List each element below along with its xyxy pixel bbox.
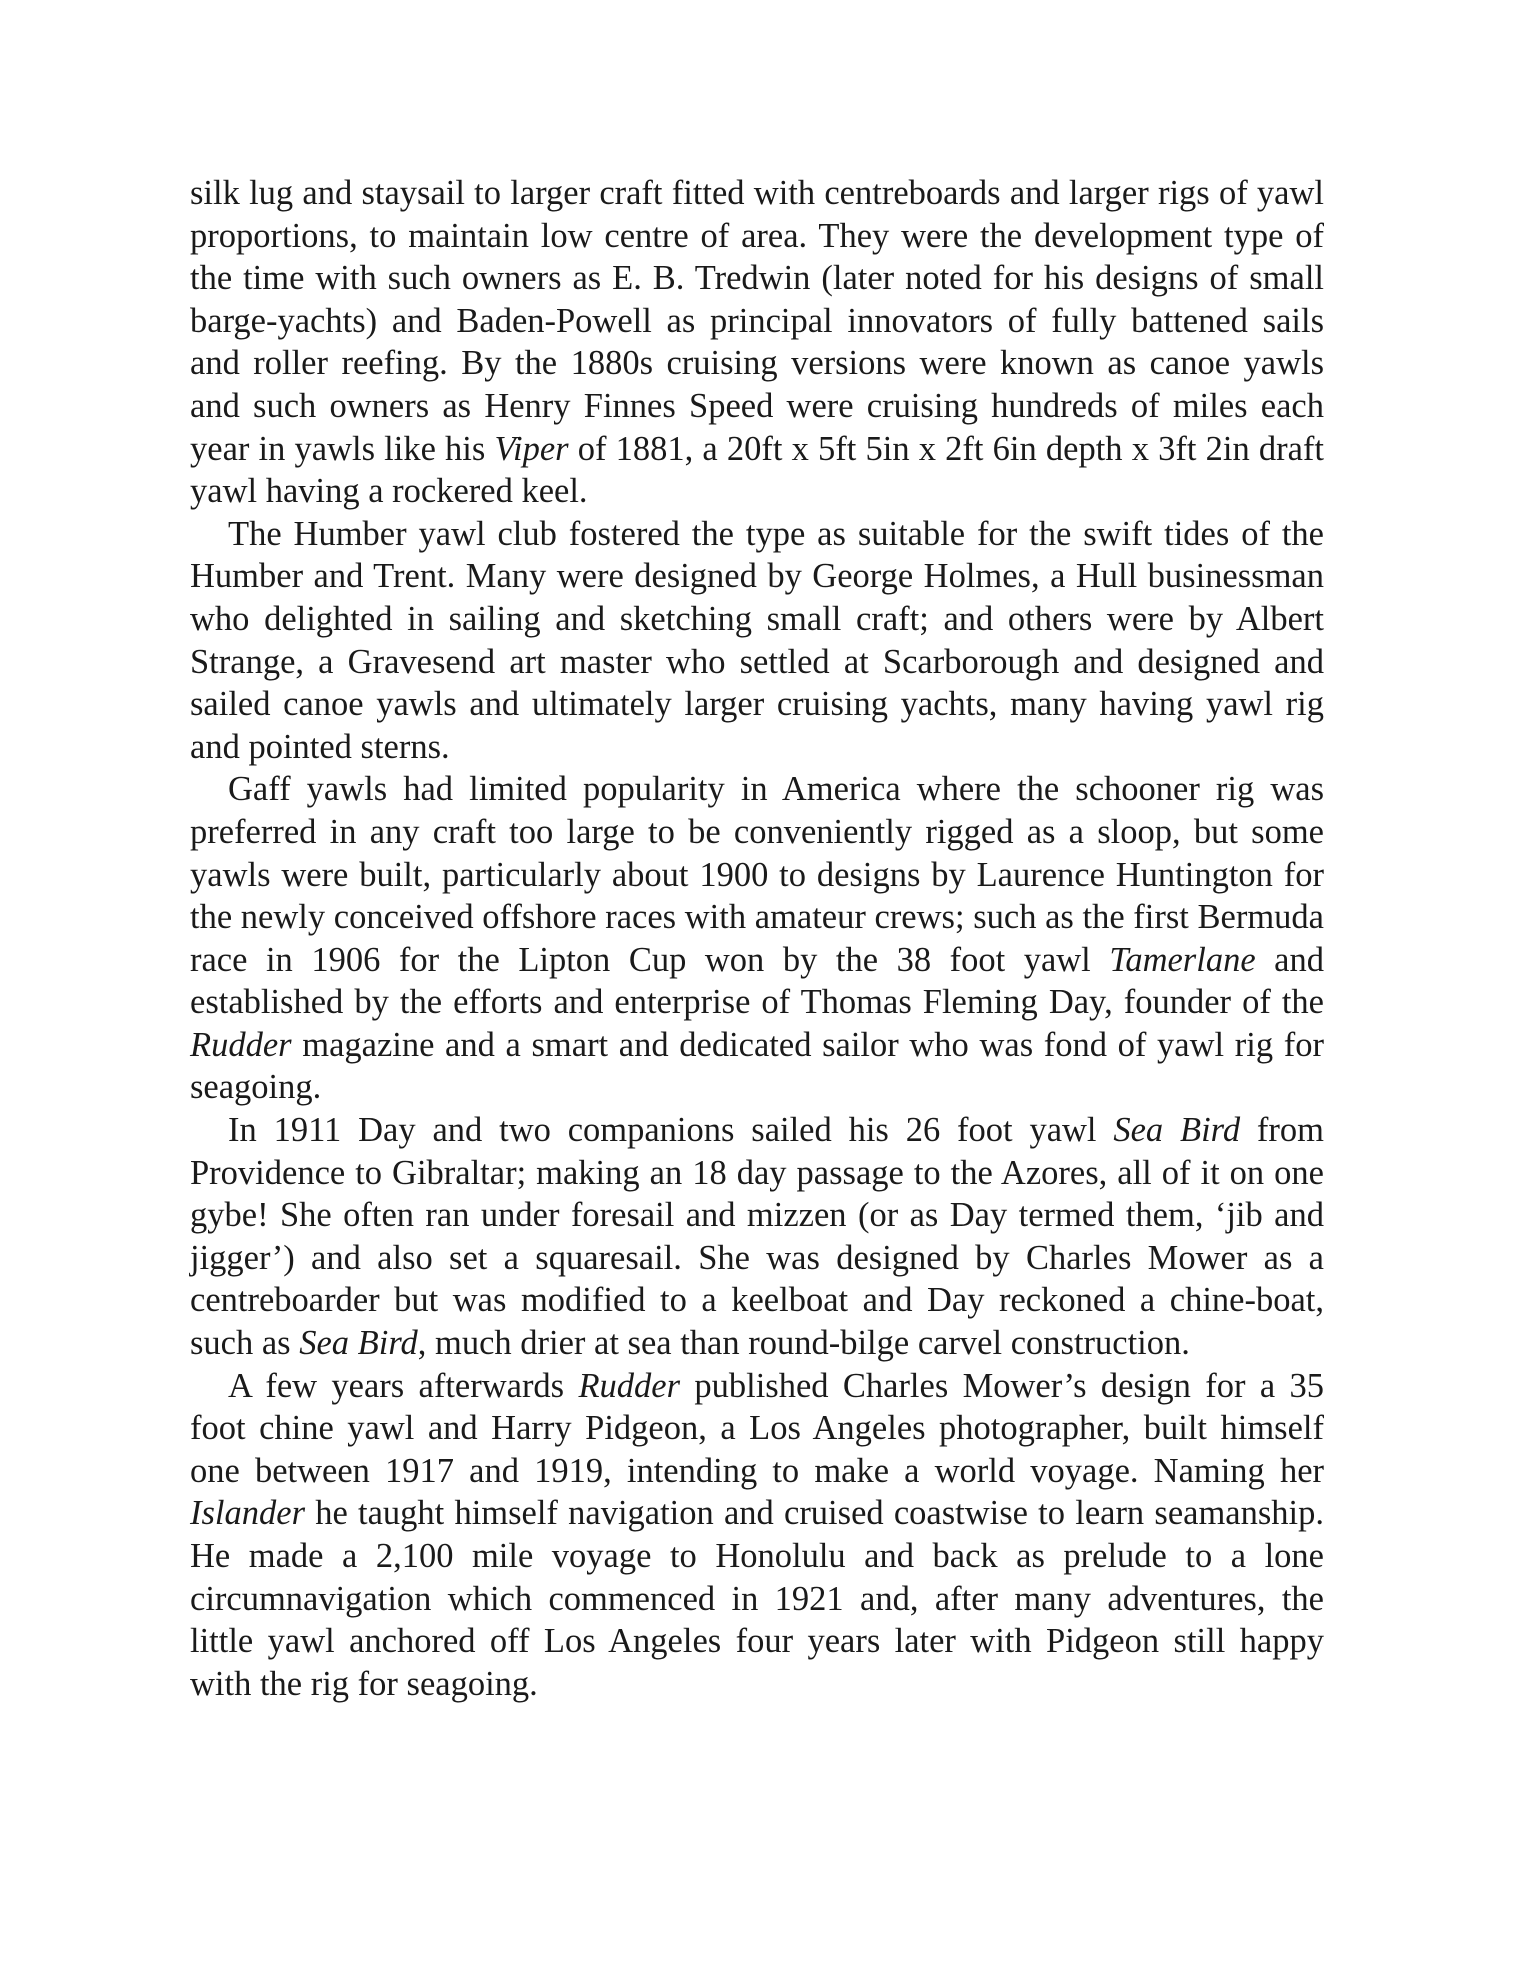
boat-name-islander: Islander	[190, 1494, 305, 1533]
document-page	[190, 172, 1324, 1705]
paragraph-sea-bird-voyage	[190, 1109, 1324, 1365]
text-run: from Providence to Gibraltar; making an 18 day passage to the Azores, all of it on one gybe! She often ran under foresail and mizzen (or as Day termed them, ‘jib and jigger’) and also set a squaresail. She was designed by Charles Mower as a centreboarder but was modified to a keelboat and Day reckoned a chine-boat, such as	[190, 1111, 1324, 1363]
text-run: silk lug and staysail to larger craft fitted with centreboards and larger rigs of yawl proportions, to maintain low centre of area. They were the development type of the time with such owners as E. B. Tredwin (later noted for his designs of small barge-yachts) and Baden-Powell as principal innovators of fully battened sails and roller reefing. By the 1880s cruising versions were known as canoe yawls and such owners as Henry Finnes Speed were cruising hundreds of miles each year in yawls like his	[190, 174, 1324, 468]
boat-name-sea-bird: Sea Bird	[1113, 1111, 1241, 1150]
boat-name-tamerlane: Tamerlane	[1109, 940, 1256, 979]
paragraph-gaff-yawls-america	[190, 768, 1324, 1109]
text-run: he taught himself navigation and cruised coastwise to learn seamanship. He made a 2,100 mile voyage to Honolulu and back as prelude to a lone circumnavigation which commenced in 1921 and, after many adventures, the little yawl anchored off Los Angeles four years later with Pidgeon still happy with the rig for seagoing.	[190, 1494, 1324, 1703]
text-run: In 1911 Day and two companions sailed his 26 foot yawl	[228, 1111, 1114, 1150]
paragraph-islander-pidgeon	[190, 1365, 1324, 1706]
magazine-name-rudder: Rudder	[578, 1366, 681, 1405]
paragraph-canoe-yawls	[190, 172, 1324, 513]
text-run: The Humber yawl club fostered the type as suitable for the swift tides of the Humber and Trent. Many were designed by George Holmes, a Hull businessman who delighted in sailing and sketching small craft; and others were by Albert Strange, a Gravesend art master who settled at Scarborough and designed and sailed canoe yawls and ultimately larger cruising yachts, many having yawl rig and pointed sterns.	[190, 514, 1324, 766]
boat-name-sea-bird: Sea Bird	[299, 1324, 418, 1363]
boat-name-viper: Viper	[494, 429, 569, 468]
text-run: published Charles Mower’s design for a 35 foot chine yawl and Harry Pidgeon, a Los Angeles photographer, built himself one between 1917 and 1919, intending to make a world voyage. Naming her	[190, 1366, 1324, 1490]
paragraph-humber-yawl-club	[190, 513, 1324, 769]
text-run: magazine and a smart and dedicated sailor who was fond of yawl rig for seagoing.	[190, 1025, 1324, 1107]
text-run: and established by the efforts and enterprise of Thomas Fleming Day, founder of the	[190, 940, 1324, 1022]
text-run: of 1881, a 20ft x 5ft 5in x 2ft 6in depth x 3ft 2in draft yawl having a rockered keel.	[190, 429, 1324, 511]
text-run: A few years afterwards	[228, 1366, 579, 1405]
magazine-name-rudder: Rudder	[190, 1025, 292, 1064]
text-run: , much drier at sea than round-bilge carvel construction.	[417, 1324, 1190, 1363]
text-run: Gaff yawls had limited popularity in America where the schooner rig was preferred in any craft too large to be conveniently rigged as a sloop, but some yawls were built, particularly about 1900 to designs by Laurence Huntington for the newly conceived offshore races with amateur crews; such as the first Bermuda race in 1906 for the Lipton Cup won by the 38 foot yawl	[190, 770, 1324, 979]
